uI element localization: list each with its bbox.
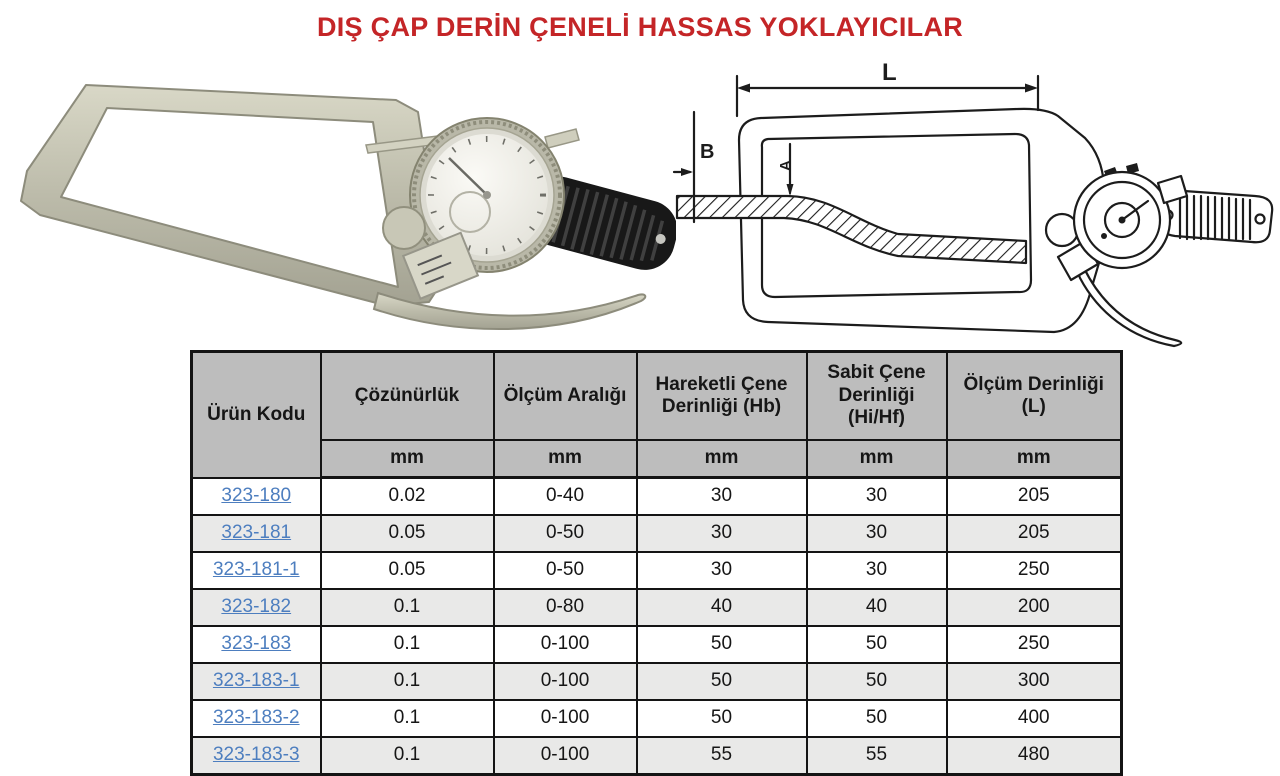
cell-measuring-depth: 250 (947, 626, 1122, 663)
cell-measuring-range: 0-100 (494, 700, 637, 737)
product-code-link[interactable]: 323-183-2 (212, 707, 300, 729)
cell-measuring-range: 0-100 (494, 737, 637, 775)
cell-fixed-jaw-depth: 30 (807, 478, 947, 516)
cell-resolution: 0.1 (321, 663, 494, 700)
cell-product-code (192, 552, 321, 589)
page-title: DIŞ ÇAP DERİN ÇENELİ HASSAS YOKLAYICILAR (316, 12, 964, 42)
table-row (192, 589, 1122, 626)
cell-resolution: 0.05 (321, 552, 494, 589)
cell-measuring-depth: 480 (947, 737, 1122, 775)
cell-measuring-range: 0-80 (494, 589, 637, 626)
col-header-measuring-depth: Ölçüm Derinliği (L) (947, 352, 1122, 441)
cell-measuring-depth: 205 (947, 515, 1122, 552)
caliper-technical-drawing (660, 50, 1280, 356)
col-header-resolution: Çözünürlük (321, 352, 494, 441)
col-header-product-code: Ürün Kodu (192, 352, 321, 478)
cell-resolution: 0.1 (321, 737, 494, 775)
table-row (192, 626, 1122, 663)
dim-label-L: L (882, 59, 897, 86)
table-row (192, 700, 1122, 737)
product-code-link[interactable]: 323-183-3 (212, 744, 300, 766)
cell-movable-jaw-depth: 50 (637, 700, 807, 737)
cell-fixed-jaw-depth: 50 (807, 663, 947, 700)
product-code-link[interactable]: 323-181 (221, 522, 292, 544)
cell-fixed-jaw-depth: 30 (807, 515, 947, 552)
product-code-link[interactable]: 323-181-1 (212, 559, 300, 581)
cell-measuring-range: 0-40 (494, 478, 637, 516)
dim-label-A: A (777, 160, 794, 171)
col-header-fixed-jaw-depth: Sabit Çene Derinliği (Hi/Hf) (807, 352, 947, 441)
caliper-photo (0, 55, 676, 357)
cell-measuring-depth: 300 (947, 663, 1122, 700)
cell-fixed-jaw-depth: 40 (807, 589, 947, 626)
product-code-link[interactable]: 323-183 (221, 633, 292, 655)
cell-movable-jaw-depth: 50 (637, 626, 807, 663)
cell-product-code (192, 515, 321, 552)
cell-product-code (192, 700, 321, 737)
cell-resolution: 0.1 (321, 700, 494, 737)
cell-measuring-range: 0-100 (494, 626, 637, 663)
cell-resolution: 0.1 (321, 589, 494, 626)
cell-measuring-depth: 400 (947, 700, 1122, 737)
table-row (192, 552, 1122, 589)
cell-movable-jaw-depth: 30 (637, 552, 807, 589)
cell-product-code (192, 589, 321, 626)
units-row (192, 440, 1122, 478)
dim-label-B: B (700, 141, 715, 163)
cell-measuring-range: 0-50 (494, 552, 637, 589)
cell-resolution: 0.05 (321, 515, 494, 552)
cell-resolution: 0.02 (321, 478, 494, 516)
spec-table (190, 350, 1123, 776)
cell-product-code (192, 478, 321, 516)
unit-movable-jaw-depth: mm (637, 440, 807, 478)
table-row (192, 515, 1122, 552)
cell-product-code (192, 663, 321, 700)
unit-measuring-range: mm (494, 440, 637, 478)
cell-fixed-jaw-depth: 50 (807, 700, 947, 737)
unit-fixed-jaw-depth: mm (807, 440, 947, 478)
col-header-movable-jaw-depth: Hareketli Çene Derinliği (Hb) (637, 352, 807, 441)
cell-movable-jaw-depth: 55 (637, 737, 807, 775)
cell-movable-jaw-depth: 40 (637, 589, 807, 626)
cell-measuring-range: 0-100 (494, 663, 637, 700)
unit-resolution: mm (321, 440, 494, 478)
cell-fixed-jaw-depth: 55 (807, 737, 947, 775)
cell-resolution: 0.1 (321, 626, 494, 663)
cell-measuring-depth: 250 (947, 552, 1122, 589)
cell-measuring-depth: 200 (947, 589, 1122, 626)
cell-movable-jaw-depth: 30 (637, 478, 807, 516)
table-row (192, 663, 1122, 700)
winding-stem (545, 129, 579, 148)
product-code-link[interactable]: 323-183-1 (212, 670, 300, 692)
product-code-link[interactable]: 323-182 (221, 596, 292, 618)
cell-movable-jaw-depth: 30 (637, 515, 807, 552)
cell-measuring-depth: 205 (947, 478, 1122, 516)
header-row (192, 352, 1122, 441)
product-code-link[interactable]: 323-180 (221, 485, 292, 507)
table-row (192, 478, 1122, 516)
cell-fixed-jaw-depth: 30 (807, 552, 947, 589)
cell-product-code (192, 626, 321, 663)
unit-measuring-depth: mm (947, 440, 1122, 478)
col-header-measuring-range: Ölçüm Aralığı (494, 352, 637, 441)
lock-button (383, 207, 425, 249)
table-body (192, 478, 1122, 775)
cell-movable-jaw-depth: 50 (637, 663, 807, 700)
cell-fixed-jaw-depth: 50 (807, 626, 947, 663)
cell-measuring-range: 0-50 (494, 515, 637, 552)
